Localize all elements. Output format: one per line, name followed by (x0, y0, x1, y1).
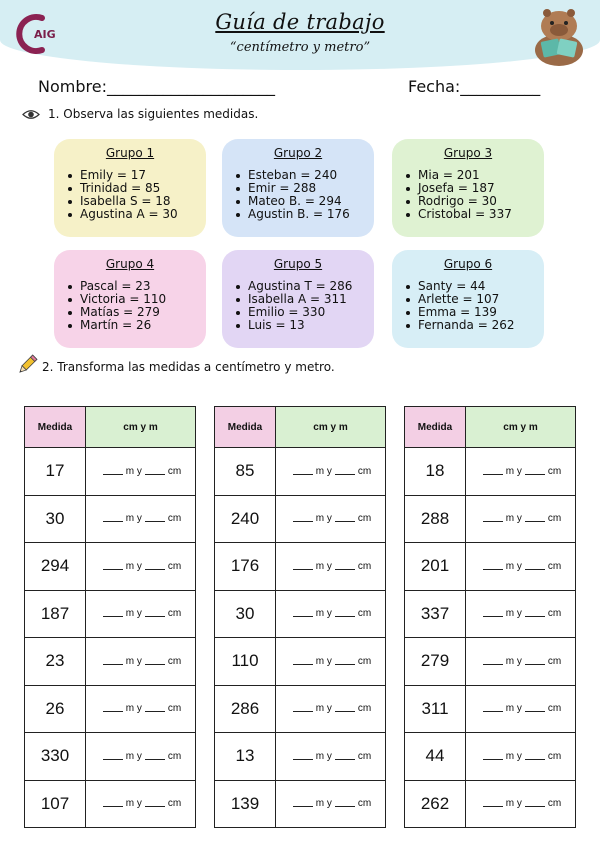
answer-cell[interactable] (86, 448, 196, 496)
unit-m-label: m y (315, 750, 332, 762)
unit-cm-label: cm (167, 798, 182, 810)
group-card (222, 250, 374, 348)
group-title: Grupo 3 (443, 146, 493, 160)
answer-cell[interactable] (466, 638, 576, 686)
measure-value: 176 (215, 543, 276, 591)
unit-m-label: m y (125, 513, 142, 525)
unit-m-label: m y (505, 750, 522, 762)
answer-cell[interactable] (466, 495, 576, 543)
unit-cm-label: cm (167, 750, 182, 762)
eye-icon (22, 108, 40, 121)
unit-m-label: m y (125, 608, 142, 620)
measure-value: 288 (405, 495, 466, 543)
table-row (215, 590, 386, 638)
table-row (405, 638, 576, 686)
group-title: Grupo 1 (105, 146, 155, 160)
group-item: Emir = 288 (236, 182, 374, 195)
table-row (215, 685, 386, 733)
group-item: Arlette = 107 (406, 293, 544, 306)
measure-value: 337 (405, 590, 466, 638)
answer-cell[interactable] (276, 638, 386, 686)
group-item: Matías = 279 (68, 306, 206, 319)
meter-blank[interactable] (293, 806, 313, 807)
measure-value: 30 (215, 590, 276, 638)
unit-cm-label: cm (357, 465, 372, 477)
unit-cm-label: cm (357, 608, 372, 620)
answer-cell[interactable] (466, 590, 576, 638)
measure-value: 17 (25, 448, 86, 496)
answer-cell[interactable] (86, 780, 196, 828)
centimeter-blank[interactable] (145, 474, 165, 475)
unit-m-label: m y (505, 655, 522, 667)
unit-m-label: m y (505, 703, 522, 715)
group-item: Emily = 17 (68, 169, 206, 182)
answer-cell[interactable] (276, 733, 386, 781)
group-item: Trinidad = 85 (68, 182, 206, 195)
group-card (54, 139, 206, 237)
unit-m-label: m y (125, 655, 142, 667)
answer-cell[interactable] (466, 685, 576, 733)
measure-value: 311 (405, 685, 466, 733)
group-title: Grupo 4 (105, 257, 155, 271)
measure-value: 330 (25, 733, 86, 781)
unit-cm-label: cm (167, 703, 182, 715)
unit-cm-label: cm (547, 560, 562, 572)
unit-cm-label: cm (357, 703, 372, 715)
name-field[interactable]: Nombre:_____________________ (38, 77, 275, 96)
meter-blank[interactable] (483, 759, 503, 760)
measure-value: 201 (405, 543, 466, 591)
conversion-table (214, 406, 386, 828)
centimeter-blank[interactable] (525, 664, 545, 665)
group-item: Agustina T = 286 (236, 280, 374, 293)
unit-m-label: m y (125, 798, 142, 810)
unit-m-label: m y (505, 560, 522, 572)
centimeter-blank[interactable] (335, 474, 355, 475)
unit-cm-label: cm (547, 655, 562, 667)
answer-cell[interactable] (86, 638, 196, 686)
measure-value: 262 (405, 780, 466, 828)
meter-blank[interactable] (483, 664, 503, 665)
unit-m-label: m y (315, 513, 332, 525)
unit-cm-label: cm (357, 560, 372, 572)
centimeter-blank[interactable] (335, 664, 355, 665)
meter-blank[interactable] (103, 521, 123, 522)
centimeter-blank[interactable] (525, 569, 545, 570)
answer-cell[interactable] (276, 543, 386, 591)
answer-cell[interactable] (276, 780, 386, 828)
unit-m-label: m y (315, 655, 332, 667)
unit-cm-label: cm (167, 513, 182, 525)
unit-m-label: m y (505, 608, 522, 620)
group-item: Mia = 201 (406, 169, 544, 182)
table-row (25, 780, 196, 828)
answer-cell[interactable] (86, 590, 196, 638)
table-row (405, 780, 576, 828)
unit-cm-label: cm (547, 703, 562, 715)
measure-value: 30 (25, 495, 86, 543)
unit-m-label: m y (315, 560, 332, 572)
centimeter-blank[interactable] (335, 806, 355, 807)
group-item: Cristobal = 337 (406, 208, 544, 221)
meter-blank[interactable] (293, 569, 313, 570)
table-row (405, 733, 576, 781)
table-row (215, 495, 386, 543)
unit-m-label: m y (125, 560, 142, 572)
group-item: Martín = 26 (68, 319, 206, 332)
group-item: Santy = 44 (406, 280, 544, 293)
meter-blank[interactable] (483, 569, 503, 570)
centimeter-blank[interactable] (335, 759, 355, 760)
table-row (25, 733, 196, 781)
answer-cell[interactable] (86, 495, 196, 543)
unit-cm-label: cm (167, 655, 182, 667)
meter-blank[interactable] (103, 474, 123, 475)
centimeter-blank[interactable] (525, 806, 545, 807)
centimeter-blank[interactable] (525, 521, 545, 522)
group-item: Agustina A = 30 (68, 208, 206, 221)
centimeter-blank[interactable] (145, 664, 165, 665)
question-2: 2. Transforma las medidas a centímetro y metro. (42, 360, 335, 374)
group-item: Josefa = 187 (406, 182, 544, 195)
measure-value: 18 (405, 448, 466, 496)
answer-cell[interactable] (466, 448, 576, 496)
column-header-measure: Medida (405, 407, 466, 448)
unit-m-label: m y (505, 465, 522, 477)
meter-blank[interactable] (293, 521, 313, 522)
page-subtitle: “centímetro y metro” (229, 40, 371, 55)
group-item: Emilio = 330 (236, 306, 374, 319)
table-row (25, 448, 196, 496)
table-row (25, 495, 196, 543)
measure-value: 240 (215, 495, 276, 543)
meter-blank[interactable] (483, 521, 503, 522)
answer-cell[interactable] (276, 590, 386, 638)
unit-cm-label: cm (167, 608, 182, 620)
column-header-result: cm y m (276, 407, 386, 448)
answer-cell[interactable] (466, 543, 576, 591)
table-row (25, 590, 196, 638)
unit-cm-label: cm (547, 608, 562, 620)
meter-blank[interactable] (293, 616, 313, 617)
meter-blank[interactable] (103, 569, 123, 570)
unit-m-label: m y (125, 703, 142, 715)
unit-m-label: m y (315, 798, 332, 810)
meter-blank[interactable] (483, 806, 503, 807)
table-row (405, 543, 576, 591)
measure-value: 294 (25, 543, 86, 591)
centimeter-blank[interactable] (525, 474, 545, 475)
meter-blank[interactable] (103, 806, 123, 807)
meter-blank[interactable] (293, 711, 313, 712)
answer-cell[interactable] (86, 543, 196, 591)
meter-blank[interactable] (483, 711, 503, 712)
table-row (25, 685, 196, 733)
centimeter-blank[interactable] (335, 616, 355, 617)
centimeter-blank[interactable] (335, 711, 355, 712)
unit-cm-label: cm (357, 798, 372, 810)
measure-value: 286 (215, 685, 276, 733)
conversion-table (24, 406, 196, 828)
group-item: Mateo B. = 294 (236, 195, 374, 208)
logo-text: AIG (34, 28, 56, 41)
measure-value: 279 (405, 638, 466, 686)
group-card (392, 250, 544, 348)
answer-cell[interactable] (466, 780, 576, 828)
answer-cell[interactable] (86, 685, 196, 733)
answer-cell[interactable] (276, 685, 386, 733)
group-item: Agustin B. = 176 (236, 208, 374, 221)
unit-cm-label: cm (547, 513, 562, 525)
unit-cm-label: cm (357, 750, 372, 762)
unit-m-label: m y (505, 513, 522, 525)
group-title: Grupo 6 (443, 257, 493, 271)
column-header-result: cm y m (466, 407, 576, 448)
centimeter-blank[interactable] (145, 759, 165, 760)
centimeter-blank[interactable] (335, 521, 355, 522)
page-title: Guía de trabajo (215, 10, 385, 34)
table-row (215, 543, 386, 591)
group-item: Pascal = 23 (68, 280, 206, 293)
group-item: Rodrigo = 30 (406, 195, 544, 208)
table-row (405, 495, 576, 543)
unit-m-label: m y (125, 750, 142, 762)
group-card (392, 139, 544, 237)
centimeter-blank[interactable] (525, 759, 545, 760)
centimeter-blank[interactable] (145, 806, 165, 807)
measure-value: 13 (215, 733, 276, 781)
unit-m-label: m y (315, 608, 332, 620)
column-header-measure: Medida (25, 407, 86, 448)
meter-blank[interactable] (103, 711, 123, 712)
measure-value: 110 (215, 638, 276, 686)
meter-blank[interactable] (293, 759, 313, 760)
measure-value: 187 (25, 590, 86, 638)
measure-value: 85 (215, 448, 276, 496)
group-item: Victoria = 110 (68, 293, 206, 306)
group-title: Grupo 2 (273, 146, 323, 160)
table-row (405, 590, 576, 638)
answer-cell[interactable] (276, 448, 386, 496)
unit-m-label: m y (315, 703, 332, 715)
unit-cm-label: cm (547, 465, 562, 477)
date-field[interactable]: Fecha:__________ (408, 77, 541, 96)
group-card (222, 139, 374, 237)
table-row (215, 638, 386, 686)
table-row (215, 448, 386, 496)
centimeter-blank[interactable] (145, 521, 165, 522)
centimeter-blank[interactable] (145, 711, 165, 712)
centimeter-blank[interactable] (335, 569, 355, 570)
unit-m-label: m y (125, 465, 142, 477)
measure-value: 139 (215, 780, 276, 828)
table-row (25, 543, 196, 591)
meter-blank[interactable] (103, 759, 123, 760)
table-row (405, 685, 576, 733)
unit-cm-label: cm (167, 465, 182, 477)
group-item: Isabella A = 311 (236, 293, 374, 306)
unit-cm-label: cm (547, 798, 562, 810)
centimeter-blank[interactable] (525, 616, 545, 617)
answer-cell[interactable] (86, 733, 196, 781)
unit-cm-label: cm (357, 655, 372, 667)
table-row (215, 733, 386, 781)
answer-cell[interactable] (276, 495, 386, 543)
group-item: Emma = 139 (406, 306, 544, 319)
conversion-table (404, 406, 576, 828)
group-item: Fernanda = 262 (406, 319, 544, 332)
table-row (25, 638, 196, 686)
unit-m-label: m y (505, 798, 522, 810)
capybara-reading-icon (528, 4, 590, 68)
pencil-icon (16, 354, 38, 376)
table-row (405, 448, 576, 496)
unit-cm-label: cm (547, 750, 562, 762)
centimeter-blank[interactable] (145, 569, 165, 570)
meter-blank[interactable] (293, 474, 313, 475)
unit-cm-label: cm (357, 513, 372, 525)
group-item: Esteban = 240 (236, 169, 374, 182)
group-item: Luis = 13 (236, 319, 374, 332)
measure-value: 23 (25, 638, 86, 686)
meter-blank[interactable] (483, 474, 503, 475)
column-header-measure: Medida (215, 407, 276, 448)
unit-cm-label: cm (167, 560, 182, 572)
group-title: Grupo 5 (273, 257, 323, 271)
centimeter-blank[interactable] (145, 616, 165, 617)
answer-cell[interactable] (466, 733, 576, 781)
column-header-result: cm y m (86, 407, 196, 448)
centimeter-blank[interactable] (525, 711, 545, 712)
group-card (54, 250, 206, 348)
group-item: Isabella S = 18 (68, 195, 206, 208)
measure-value: 26 (25, 685, 86, 733)
meter-blank[interactable] (103, 616, 123, 617)
meter-blank[interactable] (483, 616, 503, 617)
measure-value: 44 (405, 733, 466, 781)
meter-blank[interactable] (103, 664, 123, 665)
unit-m-label: m y (315, 465, 332, 477)
meter-blank[interactable] (293, 664, 313, 665)
table-row (215, 780, 386, 828)
question-1: 1. Observa las siguientes medidas. (48, 107, 259, 121)
measure-value: 107 (25, 780, 86, 828)
